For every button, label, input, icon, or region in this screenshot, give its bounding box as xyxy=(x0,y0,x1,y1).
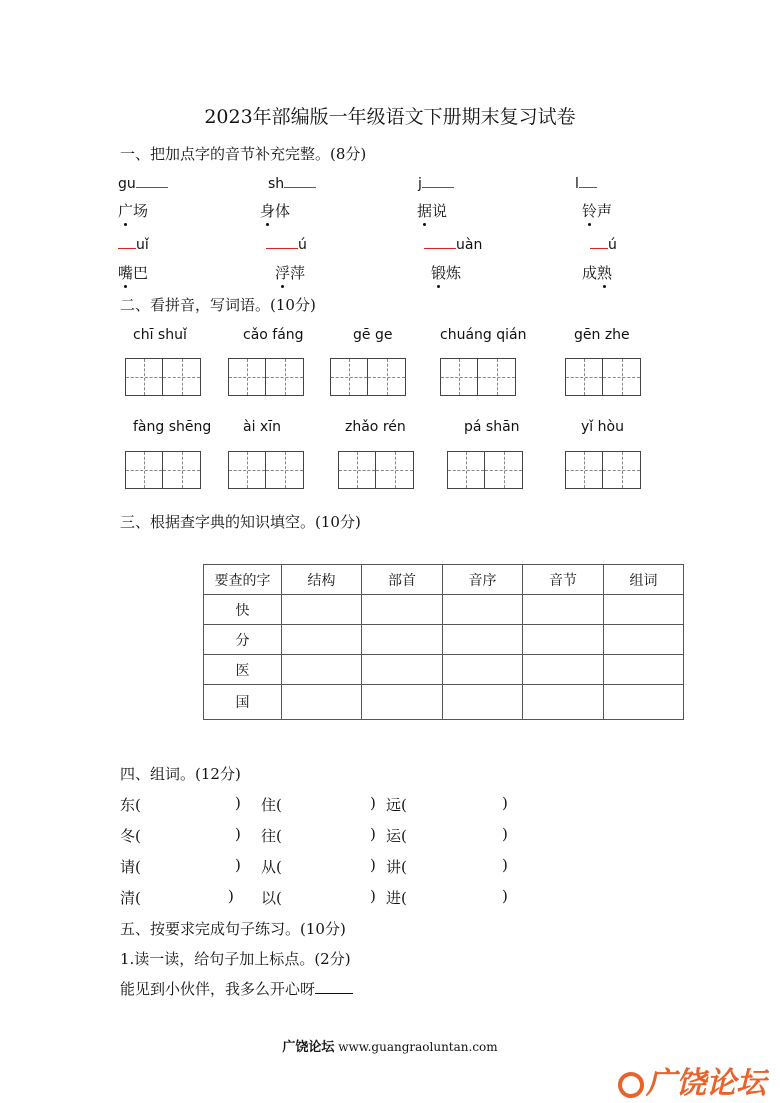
pinyin-blank: j xyxy=(418,175,454,192)
close-paren: ) xyxy=(370,825,376,843)
pinyin-blank: ú xyxy=(590,236,617,253)
section2-heading: 二、看拼音，写词语。(10分) xyxy=(120,296,316,314)
dotted-word: 锻炼 xyxy=(431,264,462,282)
answer-cell[interactable] xyxy=(443,595,523,625)
close-paren: ) xyxy=(502,794,508,812)
close-paren: ) xyxy=(370,887,376,905)
close-paren: ) xyxy=(235,794,241,812)
char-cell: 快 xyxy=(204,595,282,625)
answer-cell[interactable] xyxy=(523,685,604,720)
col-header: 部首 xyxy=(362,565,443,595)
close-paren: ) xyxy=(502,887,508,905)
dotted-word: 身体 xyxy=(260,202,291,220)
answer-cell[interactable] xyxy=(282,685,362,720)
pinyin-blank: sh xyxy=(268,175,316,192)
dictionary-table xyxy=(203,564,684,720)
writing-grid[interactable] xyxy=(565,358,641,396)
question-1: 1.读一读，给句子加上标点。(2分) xyxy=(120,950,351,968)
punctuation-sentence: 能见到小伙伴，我多么开心呀 xyxy=(120,978,353,999)
pinyin-prompt: yǐ hòu xyxy=(581,419,624,435)
table-row xyxy=(204,685,684,720)
dotted-word: 浮萍 xyxy=(275,264,306,282)
word-group-item: 清( xyxy=(120,889,141,907)
word-group-item: 住( xyxy=(261,796,282,814)
col-header: 音节 xyxy=(523,565,604,595)
word-group-item: 往( xyxy=(261,827,282,845)
word-group-item: 运( xyxy=(386,827,407,845)
pinyin-prompt: fàng shēng xyxy=(133,419,212,435)
pinyin-prompt: chī shuǐ xyxy=(133,327,187,343)
close-paren: ) xyxy=(235,856,241,874)
writing-grid[interactable] xyxy=(565,451,641,489)
table-row xyxy=(204,655,684,685)
close-paren: ) xyxy=(370,856,376,874)
word-group-item: 从( xyxy=(261,858,282,876)
writing-grid[interactable] xyxy=(228,358,304,396)
answer-cell[interactable] xyxy=(282,655,362,685)
brand-logo: 广饶论坛 xyxy=(618,1058,766,1102)
char-cell: 医 xyxy=(204,655,282,685)
answer-cell[interactable] xyxy=(362,625,443,655)
writing-grid[interactable] xyxy=(338,451,414,489)
writing-grid[interactable] xyxy=(447,451,523,489)
answer-cell[interactable] xyxy=(362,655,443,685)
pinyin-prompt: gēn zhe xyxy=(574,327,630,343)
section3-heading: 三、根据查字典的知识填空。(10分) xyxy=(120,513,361,531)
answer-cell[interactable] xyxy=(604,625,684,655)
pinyin-prompt: gē ge xyxy=(353,327,393,343)
pinyin-prompt: ài xīn xyxy=(243,419,281,435)
word-group-item: 以( xyxy=(261,889,282,907)
section1-heading: 一、把加点字的音节补充完整。(8分) xyxy=(120,145,367,163)
char-cell: 分 xyxy=(204,625,282,655)
answer-cell[interactable] xyxy=(443,685,523,720)
answer-cell[interactable] xyxy=(282,595,362,625)
col-header: 组词 xyxy=(604,565,684,595)
writing-grid[interactable] xyxy=(330,358,406,396)
pinyin-blank: uǐ xyxy=(118,236,149,253)
footer-watermark: 广饶论坛 www.guangraoluntan.com xyxy=(282,1040,498,1055)
logo-circle-icon xyxy=(618,1072,644,1098)
section4-heading: 四、组词。(12分) xyxy=(120,765,241,783)
answer-cell[interactable] xyxy=(282,625,362,655)
table-header-row xyxy=(204,565,684,595)
word-group-item: 讲( xyxy=(386,858,407,876)
close-paren: ) xyxy=(370,794,376,812)
dotted-word: 成熟 xyxy=(582,264,613,282)
answer-cell[interactable] xyxy=(523,655,604,685)
answer-cell[interactable] xyxy=(604,685,684,720)
answer-cell[interactable] xyxy=(523,625,604,655)
table-row xyxy=(204,595,684,625)
pinyin-blank: ú xyxy=(266,236,307,253)
pinyin-blank: gu xyxy=(118,175,168,192)
pinyin-prompt: zhǎo rén xyxy=(345,419,406,435)
pinyin-prompt: chuáng qián xyxy=(440,327,527,343)
table-row xyxy=(204,625,684,655)
dotted-word: 据说 xyxy=(417,202,448,220)
word-group-item: 远( xyxy=(386,796,407,814)
word-group-item: 进( xyxy=(386,889,407,907)
col-header: 要查的字 xyxy=(204,565,282,595)
answer-cell[interactable] xyxy=(443,655,523,685)
writing-grid[interactable] xyxy=(125,451,201,489)
word-group-item: 请( xyxy=(120,858,141,876)
col-header: 结构 xyxy=(282,565,362,595)
answer-cell[interactable] xyxy=(443,625,523,655)
answer-cell[interactable] xyxy=(604,595,684,625)
page-title: 2023年部编版一年级语文下册期末复习试卷 xyxy=(204,106,576,128)
col-header: 音序 xyxy=(443,565,523,595)
section5-heading: 五、按要求完成句子练习。(10分) xyxy=(120,920,346,938)
writing-grid[interactable] xyxy=(228,451,304,489)
close-paren: ) xyxy=(502,856,508,874)
pinyin-blank: l xyxy=(575,175,597,192)
answer-cell[interactable] xyxy=(362,685,443,720)
dotted-word: 铃声 xyxy=(582,202,613,220)
answer-cell[interactable] xyxy=(604,655,684,685)
close-paren: ) xyxy=(502,825,508,843)
writing-grid[interactable] xyxy=(125,358,201,396)
writing-grid[interactable] xyxy=(440,358,516,396)
pinyin-blank: uàn xyxy=(424,236,482,253)
word-group-item: 东( xyxy=(120,796,141,814)
close-paren: ) xyxy=(235,825,241,843)
close-paren: ) xyxy=(228,887,234,905)
answer-blank[interactable] xyxy=(315,980,353,994)
dotted-word: 嘴巴 xyxy=(118,264,149,282)
pinyin-prompt: pá shān xyxy=(464,419,520,435)
dotted-word: 广场 xyxy=(118,202,149,220)
char-cell: 国 xyxy=(204,685,282,720)
pinyin-prompt: cǎo fáng xyxy=(243,327,304,343)
answer-cell[interactable] xyxy=(523,595,604,625)
word-group-item: 冬( xyxy=(120,827,141,845)
answer-cell[interactable] xyxy=(362,595,443,625)
